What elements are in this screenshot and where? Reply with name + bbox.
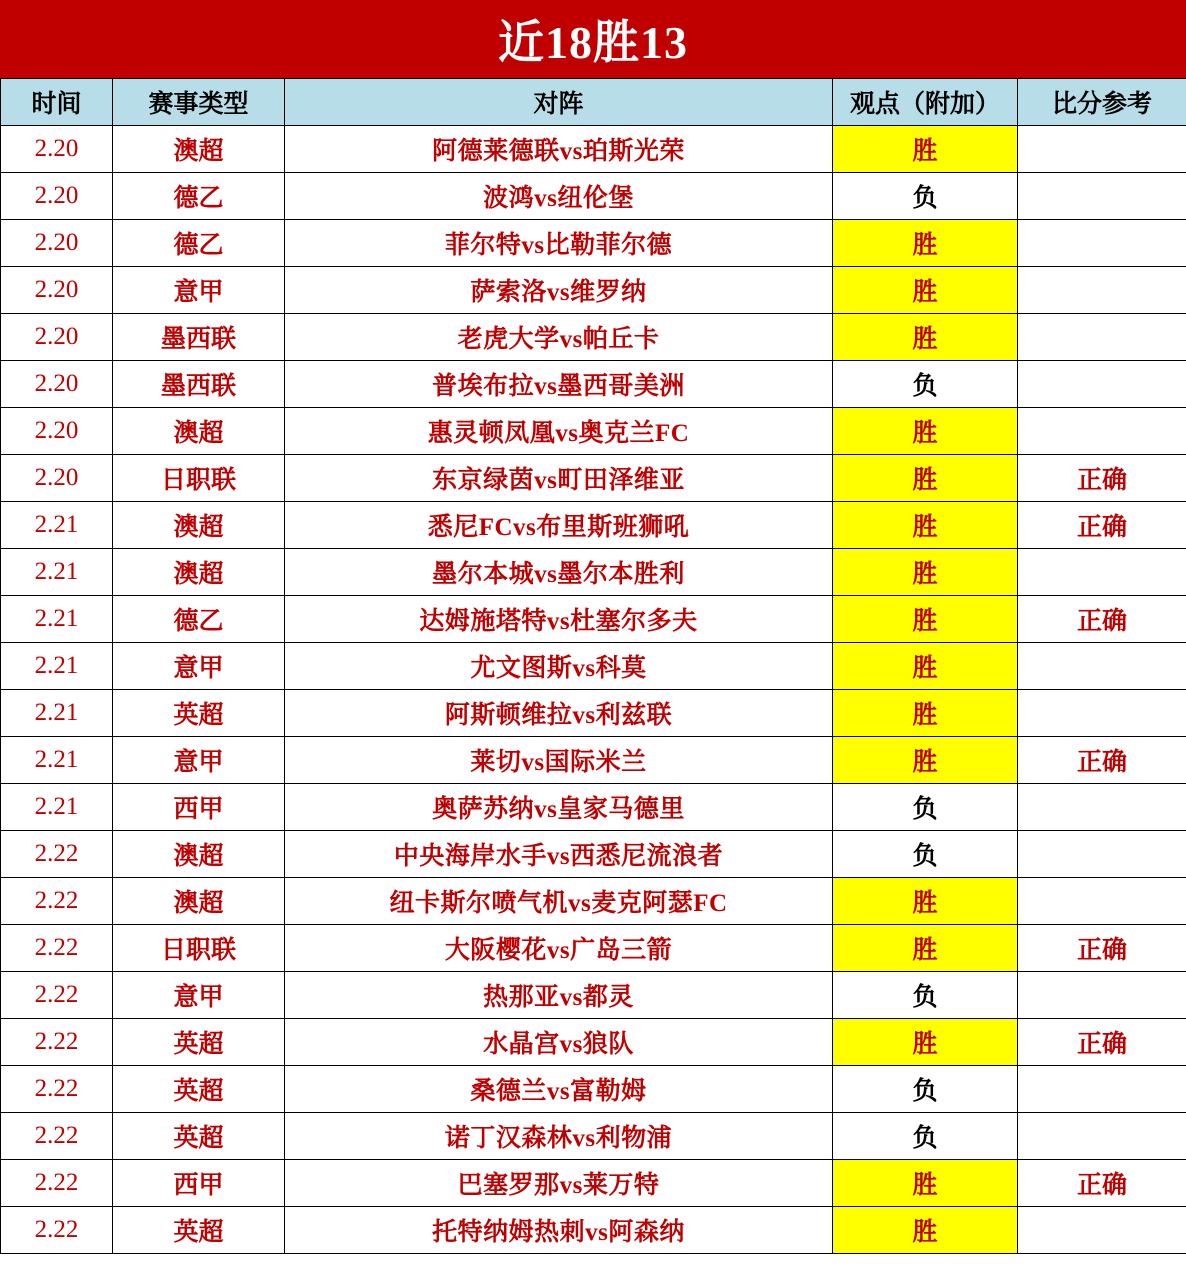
cell-league: 英超 <box>113 1019 285 1066</box>
cell-match: 托特纳姆热刺vs阿森纳 <box>285 1207 833 1254</box>
cell-match: 东京绿茵vs町田泽维亚 <box>285 455 833 502</box>
cell-view: 胜 <box>833 549 1018 596</box>
cell-score: 正确 <box>1018 502 1186 549</box>
cell-league: 西甲 <box>113 1160 285 1207</box>
cell-view: 负 <box>833 361 1018 408</box>
cell-score: 正确 <box>1018 1160 1186 1207</box>
cell-time: 2.20 <box>1 126 113 173</box>
cell-league: 意甲 <box>113 737 285 784</box>
cell-match: 阿斯顿维拉vs利兹联 <box>285 690 833 737</box>
cell-time: 2.22 <box>1 1066 113 1113</box>
cell-time: 2.22 <box>1 925 113 972</box>
table-row <box>1 220 1186 267</box>
cell-match: 波鸿vs纽伦堡 <box>285 173 833 220</box>
column-header-view: 观点（附加） <box>833 79 1018 126</box>
cell-match: 悉尼FCvs布里斯班狮吼 <box>285 502 833 549</box>
cell-score <box>1018 408 1186 455</box>
cell-view: 胜 <box>833 220 1018 267</box>
cell-league: 英超 <box>113 1207 285 1254</box>
cell-time: 2.21 <box>1 784 113 831</box>
table-row <box>1 314 1186 361</box>
cell-match: 惠灵顿凤凰vs奥克兰FC <box>285 408 833 455</box>
cell-league: 意甲 <box>113 972 285 1019</box>
table-header <box>1 79 1186 126</box>
table-row <box>1 596 1186 643</box>
cell-view: 负 <box>833 972 1018 1019</box>
cell-score <box>1018 972 1186 1019</box>
cell-score <box>1018 549 1186 596</box>
table-row <box>1 1019 1186 1066</box>
table-row <box>1 643 1186 690</box>
cell-match: 老虎大学vs帕丘卡 <box>285 314 833 361</box>
table-row <box>1 925 1186 972</box>
table-row <box>1 173 1186 220</box>
cell-time: 2.20 <box>1 455 113 502</box>
cell-view: 负 <box>833 784 1018 831</box>
column-header-time: 时间 <box>1 79 113 126</box>
table-row <box>1 408 1186 455</box>
cell-score: 正确 <box>1018 596 1186 643</box>
cell-score <box>1018 1066 1186 1113</box>
cell-league: 澳超 <box>113 502 285 549</box>
cell-view: 胜 <box>833 502 1018 549</box>
cell-view: 负 <box>833 173 1018 220</box>
table-row <box>1 1160 1186 1207</box>
cell-time: 2.20 <box>1 361 113 408</box>
table-row <box>1 1207 1186 1254</box>
banner-title: 近18胜13 <box>498 17 688 68</box>
cell-time: 2.21 <box>1 549 113 596</box>
cell-score <box>1018 314 1186 361</box>
cell-match: 中央海岸水手vs西悉尼流浪者 <box>285 831 833 878</box>
cell-match: 萨索洛vs维罗纳 <box>285 267 833 314</box>
cell-league: 澳超 <box>113 126 285 173</box>
cell-view: 胜 <box>833 737 1018 784</box>
cell-score <box>1018 267 1186 314</box>
table-row <box>1 361 1186 408</box>
cell-match: 达姆施塔特vs杜塞尔多夫 <box>285 596 833 643</box>
cell-match: 诺丁汉森林vs利物浦 <box>285 1113 833 1160</box>
table-row <box>1 831 1186 878</box>
cell-view: 胜 <box>833 878 1018 925</box>
cell-match: 纽卡斯尔喷气机vs麦克阿瑟FC <box>285 878 833 925</box>
cell-match: 巴塞罗那vs莱万特 <box>285 1160 833 1207</box>
cell-time: 2.21 <box>1 502 113 549</box>
table-row <box>1 502 1186 549</box>
cell-score <box>1018 1207 1186 1254</box>
cell-time: 2.20 <box>1 220 113 267</box>
table-row <box>1 690 1186 737</box>
cell-league: 日职联 <box>113 925 285 972</box>
cell-time: 2.20 <box>1 408 113 455</box>
cell-match: 尤文图斯vs科莫 <box>285 643 833 690</box>
column-header-match: 对阵 <box>285 79 833 126</box>
table-row <box>1 126 1186 173</box>
table-header-row <box>1 79 1186 126</box>
cell-time: 2.21 <box>1 737 113 784</box>
cell-view: 胜 <box>833 596 1018 643</box>
cell-view: 胜 <box>833 1207 1018 1254</box>
table-row <box>1 1113 1186 1160</box>
cell-score <box>1018 220 1186 267</box>
cell-league: 澳超 <box>113 408 285 455</box>
cell-time: 2.22 <box>1 1113 113 1160</box>
cell-time: 2.22 <box>1 1160 113 1207</box>
table-row <box>1 1066 1186 1113</box>
cell-view: 胜 <box>833 1019 1018 1066</box>
cell-time: 2.21 <box>1 643 113 690</box>
cell-score: 正确 <box>1018 925 1186 972</box>
cell-league: 英超 <box>113 690 285 737</box>
cell-view: 胜 <box>833 925 1018 972</box>
cell-league: 日职联 <box>113 455 285 502</box>
cell-score: 正确 <box>1018 1019 1186 1066</box>
cell-match: 菲尔特vs比勒菲尔德 <box>285 220 833 267</box>
cell-view: 胜 <box>833 643 1018 690</box>
cell-league: 墨西联 <box>113 361 285 408</box>
cell-time: 2.21 <box>1 596 113 643</box>
table-row <box>1 784 1186 831</box>
cell-match: 奥萨苏纳vs皇家马德里 <box>285 784 833 831</box>
cell-view: 胜 <box>833 314 1018 361</box>
cell-view: 胜 <box>833 1160 1018 1207</box>
cell-time: 2.22 <box>1 972 113 1019</box>
cell-score <box>1018 690 1186 737</box>
cell-view: 胜 <box>833 126 1018 173</box>
cell-view: 负 <box>833 1066 1018 1113</box>
cell-view: 胜 <box>833 408 1018 455</box>
column-header-league: 赛事类型 <box>113 79 285 126</box>
table-row <box>1 878 1186 925</box>
cell-time: 2.22 <box>1 1207 113 1254</box>
cell-match: 墨尔本城vs墨尔本胜利 <box>285 549 833 596</box>
cell-match: 莱切vs国际米兰 <box>285 737 833 784</box>
cell-score <box>1018 1113 1186 1160</box>
cell-time: 2.20 <box>1 267 113 314</box>
cell-time: 2.20 <box>1 173 113 220</box>
table-row <box>1 549 1186 596</box>
cell-league: 墨西联 <box>113 314 285 361</box>
cell-time: 2.21 <box>1 690 113 737</box>
cell-league: 澳超 <box>113 878 285 925</box>
cell-match: 桑德兰vs富勒姆 <box>285 1066 833 1113</box>
cell-match: 大阪樱花vs广岛三箭 <box>285 925 833 972</box>
cell-league: 英超 <box>113 1113 285 1160</box>
cell-match: 热那亚vs都灵 <box>285 972 833 1019</box>
cell-view: 胜 <box>833 690 1018 737</box>
cell-match: 普埃布拉vs墨西哥美洲 <box>285 361 833 408</box>
table-row <box>1 455 1186 502</box>
cell-league: 西甲 <box>113 784 285 831</box>
cell-score <box>1018 173 1186 220</box>
cell-time: 2.22 <box>1 831 113 878</box>
column-header-score: 比分参考 <box>1018 79 1186 126</box>
cell-score: 正确 <box>1018 455 1186 502</box>
cell-score <box>1018 126 1186 173</box>
cell-match: 阿德莱德联vs珀斯光荣 <box>285 126 833 173</box>
cell-time: 2.22 <box>1 1019 113 1066</box>
table-row <box>1 972 1186 1019</box>
cell-league: 德乙 <box>113 596 285 643</box>
cell-score <box>1018 643 1186 690</box>
cell-league: 澳超 <box>113 549 285 596</box>
table-row <box>1 267 1186 314</box>
cell-league: 德乙 <box>113 220 285 267</box>
cell-match: 水晶宫vs狼队 <box>285 1019 833 1066</box>
cell-league: 英超 <box>113 1066 285 1113</box>
cell-score <box>1018 784 1186 831</box>
cell-league: 意甲 <box>113 267 285 314</box>
cell-time: 2.22 <box>1 878 113 925</box>
cell-view: 负 <box>833 831 1018 878</box>
cell-score <box>1018 361 1186 408</box>
cell-score: 正确 <box>1018 737 1186 784</box>
cell-view: 负 <box>833 1113 1018 1160</box>
cell-league: 意甲 <box>113 643 285 690</box>
cell-league: 德乙 <box>113 173 285 220</box>
banner <box>0 0 1186 78</box>
cell-time: 2.20 <box>1 314 113 361</box>
cell-score <box>1018 878 1186 925</box>
cell-view: 胜 <box>833 455 1018 502</box>
table-row <box>1 737 1186 784</box>
predictions-table <box>0 78 1186 1254</box>
cell-league: 澳超 <box>113 831 285 878</box>
table-body <box>1 126 1186 1254</box>
cell-view: 胜 <box>833 267 1018 314</box>
cell-score <box>1018 831 1186 878</box>
